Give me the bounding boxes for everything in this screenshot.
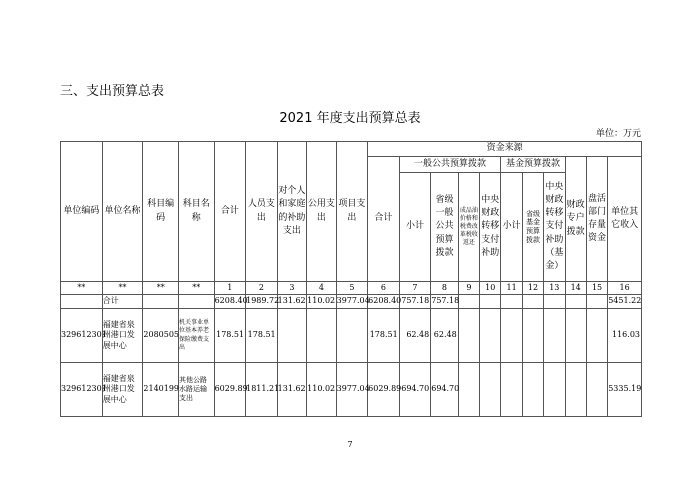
total-cell: 6208.40	[214, 295, 246, 309]
empty-cell	[586, 309, 607, 363]
header-central-fund-transfer: 中央财政转移支付补助（基金）	[544, 173, 565, 282]
value-cell	[307, 309, 337, 363]
budget-table	[60, 141, 642, 417]
value-cell: 694.70	[431, 363, 458, 417]
header-project: 项目支出	[336, 142, 368, 282]
index-cell: 2	[246, 282, 278, 295]
value-cell: 1811.21	[246, 363, 278, 417]
header-provincial-fund: 省级基金预算拨款	[522, 173, 543, 282]
unit-name-cell: 福建省泉州港口发展中心	[102, 363, 143, 417]
index-cell: 12	[522, 282, 543, 295]
unit-code-cell: 329612301	[61, 309, 103, 363]
header-central-transfer: 中央财政转移支付补助	[480, 173, 501, 282]
header-personnel: 人员支出	[246, 142, 278, 282]
index-cell: 5	[336, 282, 368, 295]
value-cell: 178.51	[246, 309, 278, 363]
value-cell: 178.51	[214, 309, 246, 363]
subject-name-cell: 其他公路水路运输支出	[178, 363, 214, 417]
unit-name-cell: 福建省泉州港口发展中心	[102, 309, 143, 363]
value-cell	[277, 309, 307, 363]
header-funding-source: 资金来源	[368, 142, 642, 157]
total-cell: 757.18	[399, 295, 431, 309]
header-unit-code: 单位编码	[61, 142, 103, 282]
empty-cell	[458, 363, 479, 417]
section-title: 三、支出预算总表	[60, 84, 165, 99]
empty-cell	[522, 295, 543, 309]
empty-cell	[480, 309, 501, 363]
header-general-budget: 一般公共预算拨款	[399, 157, 501, 173]
value-cell: 694.70	[399, 363, 431, 417]
value-cell: 178.51	[368, 309, 400, 363]
unit-code-cell: 329612301	[61, 363, 103, 417]
table-row	[61, 363, 642, 417]
index-cell: 16	[608, 282, 642, 295]
empty-cell	[501, 295, 522, 309]
empty-cell	[544, 363, 565, 417]
total-cell: 110.02	[307, 295, 337, 309]
index-cell: 14	[565, 282, 586, 295]
total-label: 合计	[102, 295, 143, 309]
header-fund-budget: 基金预算拨款	[501, 157, 565, 173]
empty-cell	[143, 295, 179, 309]
header-fs-total: 合计	[368, 157, 400, 282]
value-cell: 6029.89	[214, 363, 246, 417]
empty-cell	[586, 295, 607, 309]
header-total: 合计	[214, 142, 246, 282]
header-stock-funds: 盘活部门存量资金	[586, 157, 607, 282]
header-unit-name: 单位名称	[102, 142, 143, 282]
value-cell: 110.02	[307, 363, 337, 417]
empty-cell	[522, 363, 543, 417]
empty-cell	[544, 295, 565, 309]
total-row	[61, 295, 642, 309]
value-cell: 3977.04	[336, 363, 368, 417]
total-cell: 3977.04	[336, 295, 368, 309]
total-cell: 5451.22	[608, 295, 642, 309]
value-cell: 62.48	[431, 309, 458, 363]
subject-code-cell: 2140199	[143, 363, 179, 417]
value-cell: 62.48	[399, 309, 431, 363]
table-row	[61, 309, 642, 363]
empty-cell	[522, 309, 543, 363]
index-cell: 9	[458, 282, 479, 295]
header-special-account: 财政专户拨款	[565, 157, 586, 282]
header-public: 公用支出	[307, 142, 337, 282]
empty-cell	[480, 295, 501, 309]
index-cell: **	[102, 282, 143, 295]
value-cell: 131.62	[277, 363, 307, 417]
total-cell: 757.18	[431, 295, 458, 309]
index-cell: 3	[277, 282, 307, 295]
index-cell: 13	[544, 282, 565, 295]
empty-cell	[480, 363, 501, 417]
empty-cell	[544, 309, 565, 363]
index-cell: 6	[368, 282, 400, 295]
header-fund-subtotal: 小计	[501, 173, 522, 282]
empty-cell	[586, 363, 607, 417]
empty-cell	[565, 295, 586, 309]
empty-cell	[178, 295, 214, 309]
header-other-income: 单位其它收入	[608, 157, 642, 282]
index-cell: 11	[501, 282, 522, 295]
index-cell: 8	[431, 282, 458, 295]
total-cell: 1989.72	[246, 295, 278, 309]
total-cell: 6208.40	[368, 295, 400, 309]
empty-cell	[565, 309, 586, 363]
empty-cell	[61, 295, 103, 309]
header-subtotal: 小计	[399, 173, 431, 282]
index-cell: **	[143, 282, 179, 295]
empty-cell	[565, 363, 586, 417]
header-refined-oil: 成品油价格和税费改革税收返还	[458, 173, 479, 282]
subject-code-cell: 2080505	[143, 309, 179, 363]
index-cell: 15	[586, 282, 607, 295]
header-provincial-general: 省级一般公共预算拨款	[431, 173, 458, 282]
unit-label: 单位：万元	[596, 129, 642, 139]
empty-cell	[501, 309, 522, 363]
value-cell: 5335.19	[608, 363, 642, 417]
empty-cell	[458, 309, 479, 363]
value-cell	[336, 309, 368, 363]
total-cell: 131.62	[277, 295, 307, 309]
table-title: 2021 年度支出预算总表	[279, 111, 421, 126]
index-cell: 1	[214, 282, 246, 295]
header-subject-name: 科目名称	[178, 142, 214, 282]
page-number: 7	[347, 440, 353, 449]
index-cell: 7	[399, 282, 431, 295]
empty-cell	[458, 295, 479, 309]
header-subject-code: 科目编码	[143, 142, 179, 282]
index-cell: 10	[480, 282, 501, 295]
index-cell: **	[61, 282, 103, 295]
value-cell: 116.03	[608, 309, 642, 363]
header-family-subsidy: 对个人和家庭的补助支出	[277, 142, 307, 282]
index-cell: 4	[307, 282, 337, 295]
index-cell: **	[178, 282, 214, 295]
empty-cell	[501, 363, 522, 417]
value-cell: 6029.89	[368, 363, 400, 417]
subject-name-cell: 机关事业单位基本养老保险缴费支出	[178, 309, 214, 363]
